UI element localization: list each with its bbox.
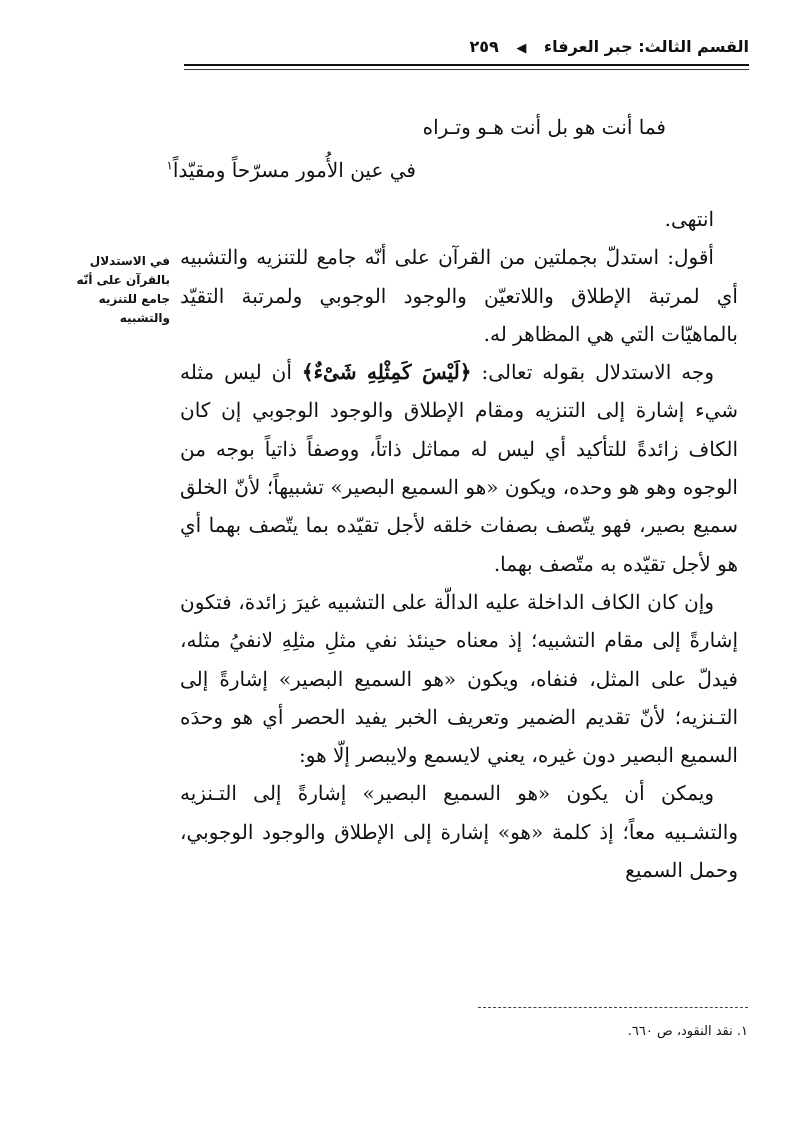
page-number: ٢٥٩ — [469, 37, 499, 56]
margin-note-line: بالقرآن على أنّه — [76, 273, 170, 287]
margin-note — [52, 252, 170, 328]
paragraph-3: وإن كان الكاف الداخلة عليه الدالّة على التشبيه غيرَ زائدة، فتكون إشارةً إلى مقام التشبيه؛ إذ معناه حينئذ نفي مثلِ مثلِهِ لانفيُ مثله، فيدلّ على المثل، فنفاه، ويكون «هو السميع البصير» إشارةً إلى التـنزيه؛ لأنّ تقديم الضمير وتعريف الخبر يفيد الحصر أي هو وحدَه السميع البصير دون غيره، يعني لايسمع ولايبصر إلّا هو: — [180, 589, 738, 768]
verse-line-2-text: في عين الأُمور مسرّحاً ومقيّداً — [172, 158, 416, 182]
ending-word: انتهى. — [664, 207, 714, 231]
footnote: ١. نقد النقود، ص ٦٦٠. — [627, 1024, 748, 1039]
paragraph-2 — [180, 353, 738, 583]
margin-note-line: والتشبيه — [119, 311, 170, 325]
header-arrow-icon: ◀ — [516, 41, 527, 56]
footnote-divider — [478, 1007, 748, 1008]
section-title: القسم الثالث: جبر العرفاء — [543, 37, 749, 56]
quran-quote: ﴿لَيْسَ كَمِثْلِهِ شَىْءٌ﴾ — [301, 360, 472, 385]
header-rule-thin — [184, 69, 749, 70]
header-rule — [184, 64, 749, 66]
margin-note-line: جامع للتنزيه — [98, 292, 170, 306]
paragraph-4: ويمكن أن يكون «هو السميع البصير» إشارةً إلى التـنزيه والتشـبيه معاً؛ إذ كلمة «هو» إشارة إلى الإطلاق والوجود الوجوبي، وحمل السميع — [180, 781, 738, 883]
paragraph-1: أقول: استدلّ بجملتين من القرآن على أنّه جامع للتنزيه والتشبيه أي لمرتبة الإطلاق واللاتعيّن والوجود الوجوبي ولمرتبة التقيّد بالماهيّات التي هي المظاهر له. — [180, 245, 738, 346]
margin-note-line: في الاستدلال — [89, 254, 170, 268]
paragraph-2-lead: وجه الاستدلال بقوله تعالى: — [481, 360, 714, 385]
paragraph-2-rest: أن ليس مثله شيء إشارة إلى التنزيه ومقام الإطلاق والوجود الوجوبي إن كان الكاف زائدةً للتأكيد أي ليس له مماثل ذاتاً، ووصفاً ذاتياً بوجه من الوجوه وهو هو وحده، ويكون «هو السميع البصير» تشبيهاً؛ لأنّ الخلق سميع بصير، فهو يتّصف بصفات خلقه لأجل تقيّده بما يتّصف بهما أي هو لأجل تقيّده به متّصف بهما. — [180, 360, 738, 576]
body-text — [180, 200, 738, 889]
verse-line-1: فما أنت هو بل أنت هـو وتـراه — [422, 115, 666, 139]
footnote-reference: ١ — [166, 158, 173, 173]
verse-line-2 — [166, 155, 416, 185]
running-header — [184, 36, 749, 60]
